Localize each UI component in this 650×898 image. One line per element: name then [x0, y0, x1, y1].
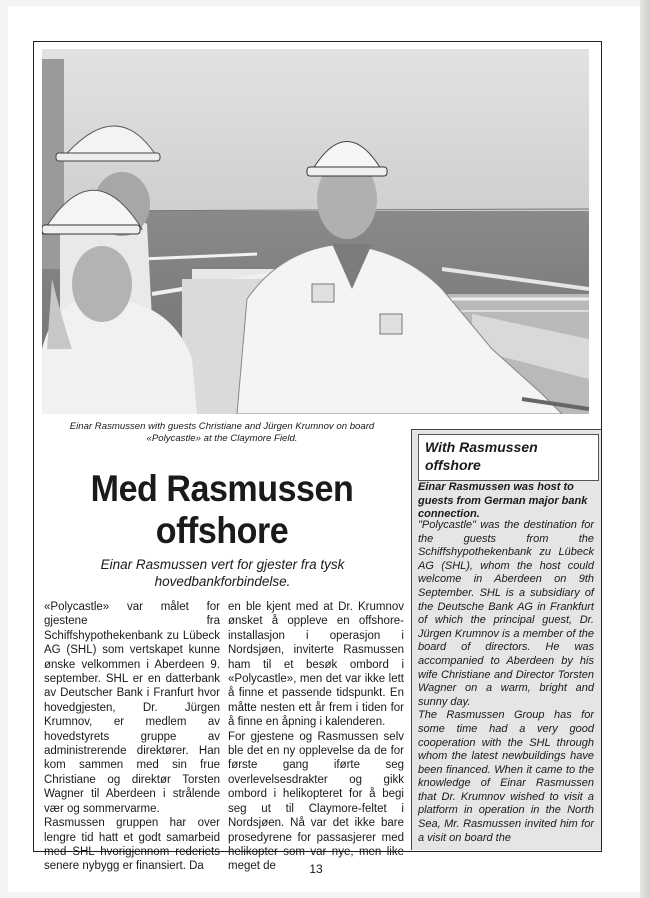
headline-line-2: offshore [155, 510, 289, 551]
english-summary-sidebar [411, 429, 601, 850]
headline-line-1: Med Rasmussen [90, 468, 354, 509]
photo-caption: Einar Rasmussen with guests Christiane and Jürgen Krumnov on board «Polycastle» at the Claymore Field. [69, 421, 375, 444]
body-paragraph: en ble kjent med at Dr. Krumnov ønsket å oppleve en offshore-installasjon i operasjon i Nordsjøen, inviterte Rasmussen ham til et besøk ombord i «Polycastle», men det var ikke lett å finne et passende tidspunkt. En måtte nesten ett år frem i tiden for å finne en åpning i kalenderen. [228, 601, 404, 729]
article-subheadline: Einar Rasmussen vert for gjester fra tysk hovedbankforbindelse. [100, 557, 345, 589]
sidebar-lead: Einar Rasmussen was host to guests from German major bank connection. [418, 481, 588, 521]
body-paragraph: «Polycastle» var målet for gjestene fra Schiffshypothekenbank zu Lübeck AG (SHL) som vertskapet kunne ønske velkommen i Aberdeen 9. september. SHL er en datterbank av Deutscher Bank i Franfurt hvor hovedgjesten, Dr. Jürgen Krumnov, er medlem av hovedstyrets gruppe av administrerende direktører. Han kom sammen med sin frue Christiane og direktør Torsten Wagner til Aberdeen i strålende vær og sommervarme. [44, 601, 220, 815]
page-binding-edge [640, 0, 650, 898]
body-paragraph: For gjestene og Rasmussen selv ble det en ny opplevelse da de for første gang iførte seg overlevelsesdrakter og gikk ombord i helikopteret for å begi seg ut til Claymore-feltet i Nordsjøen. Nå var det ikke bare prosedyrene for passasjerer med helikopter som var nye, men like meget de [228, 730, 404, 873]
photo-illustration [42, 49, 589, 414]
body-column-1 [44, 600, 220, 874]
body-column-2 [228, 600, 404, 874]
offshore-photo [42, 49, 589, 414]
page-number: 13 [309, 862, 323, 876]
sidebar-title-box [418, 434, 599, 481]
sidebar-title: With Rasmussen offshore [425, 439, 538, 473]
body-paragraph: Rasmussen gruppen har over lengre tid hatt et godt samarbeid med SHL hvorigjennom rederiets senere nybygg er finansiert. Da [44, 817, 220, 873]
sidebar-body [418, 519, 594, 845]
sidebar-paragraph: The Rasmussen Group has for some time had a very good cooperation with the SHL through whom the latest newbuildings have been financed. When it came to the knowledge of Einar Rasmussen that Dr. Krumnov wished to visit a platform in operation in the North Sea, Mr. Rasmussen invited him for a visit on board the [418, 709, 594, 844]
sidebar-paragraph: "Polycastle" was the destination for the guests from the Schiffshypothekenbank zu Lübeck AG (SHL), whom the host could welcome in Aberdeen on 9th September. SHL is a subsidiary of the Deutsche Bank AG in Frankfurt of which the principal guest, Dr. Jürgen Krumnov is a member of the board of directors. He was accompanied to Aberdeen by his wife Christiane and Director Torsten Wagner on a warm, bright and sunny day. [418, 519, 594, 708]
article-headline [56, 468, 387, 552]
